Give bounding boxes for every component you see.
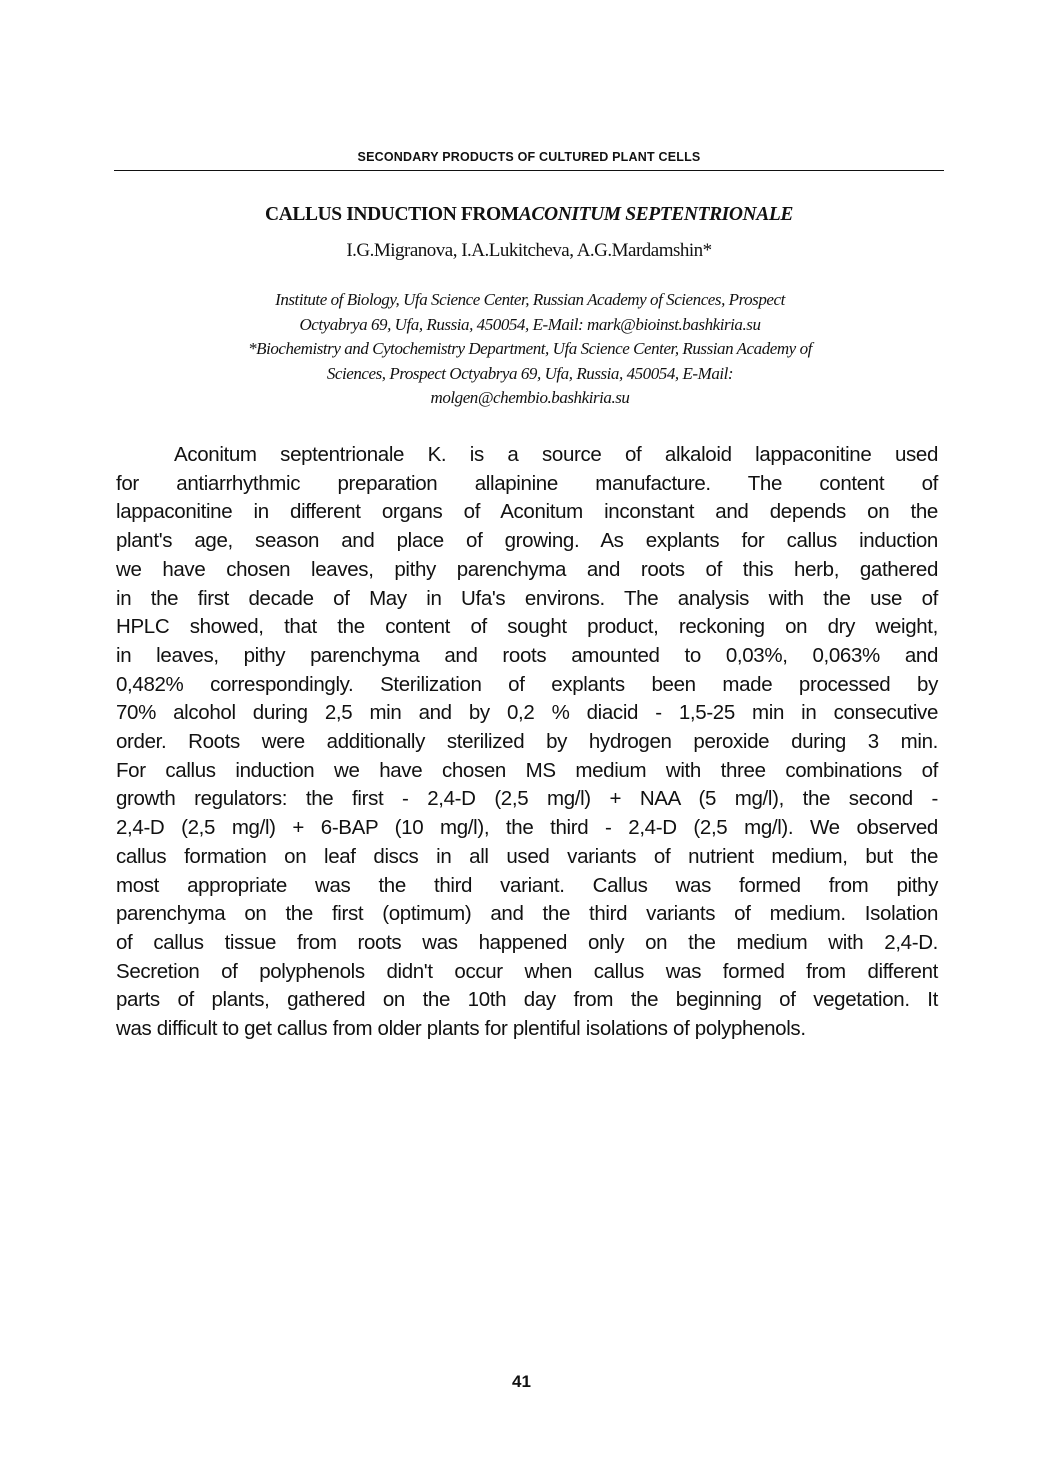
running-header: SECONDARY PRODUCTS OF CULTURED PLANT CELLS (357, 150, 701, 164)
abstract-line: HPLC showed, that the content of sought product, reckoning on dry weight, (116, 615, 938, 639)
abstract-line: plant's age, season and place of growing. As explants for callus induction (116, 529, 938, 553)
abstract-line: lappaconitine in different organs of Aconitum inconstant and depends on the (116, 500, 938, 524)
abstract-line: we have chosen leaves, pithy parenchyma and roots of this herb, gathered (116, 557, 938, 581)
abstract-line: in the first decade of May in Ufa's environs. The analysis with the use of (116, 586, 938, 610)
abstract-line: parenchyma on the first (optimum) and the third variants of medium. Isolation (116, 902, 938, 926)
abstract-line: parts of plants, gathered on the 10th day from the beginning of vegetation. It (116, 988, 938, 1012)
abstract-line: for antiarrhythmic preparation allapinine manufacture. The content of (116, 471, 938, 495)
abstract-line: Aconitum septentrionale K. is a source of alkaloid lappaconitine used (174, 443, 938, 466)
affiliation-line: Octyabrya 69, Ufa, Russia, 450054, E-Mail: mark@bioinst.bashkiria.su (299, 314, 761, 334)
abstract-body (116, 441, 938, 1044)
header-rule (114, 170, 944, 171)
abstract-line: callus formation on leaf discs in all used variants of nutrient medium, but the (116, 844, 938, 868)
page-number: 41 (512, 1372, 531, 1391)
title-species: ACONITUM SEPTENTRIONALE (518, 204, 793, 225)
paper-title (114, 204, 944, 226)
abstract-line: 0,482% correspondingly. Sterilization of explants been made processed by (116, 672, 938, 696)
title-prefix: CALLUS INDUCTION FROM (265, 204, 519, 225)
abstract-line: was difficult to get callus from older plants for plentiful isolations of polyphenols. (116, 1017, 806, 1041)
abstract-line: in leaves, pithy parenchyma and roots amounted to 0,03%, 0,063% and (116, 643, 938, 667)
abstract-line: growth regulators: the first - 2,4-D (2,5 mg/l) + NAA (5 mg/l), the second - (116, 787, 938, 811)
abstract-line: Secretion of polyphenols didn't occur when callus was formed from different (116, 959, 938, 983)
authors: I.G.Migranova, I.A.Lukitcheva, A.G.Mardamshin* (346, 240, 712, 261)
abstract-line: of callus tissue from roots was happened only on the medium with 2,4-D. (116, 930, 938, 954)
affiliation-line: *Biochemistry and Cytochemistry Department, Ufa Science Center, Russian Academy of (248, 339, 812, 358)
affiliation-line: Sciences, Prospect Octyabrya 69, Ufa, Russia, 450054, E-Mail: (326, 363, 734, 383)
abstract-line: 70% alcohol during 2,5 min and by 0,2 % diacid - 1,5-25 min in consecutive (116, 701, 938, 725)
affiliation-line: Institute of Biology, Ufa Science Center, Russian Academy of Sciences, Prospect (275, 290, 785, 309)
abstract-line: For callus induction we have chosen MS medium with three combinations of (116, 758, 938, 782)
abstract-line: 2,4-D (2,5 mg/l) + 6-BAP (10 mg/l), the third - 2,4-D (2,5 mg/l). We observed (116, 816, 938, 840)
affiliation-line: molgen@chembio.bashkiria.su (430, 388, 630, 407)
abstract-line: order. Roots were additionally sterilized by hydrogen peroxide during 3 min. (116, 730, 938, 754)
affiliation (110, 288, 950, 411)
abstract-line: most appropriate was the third variant. Callus was formed from pithy (116, 873, 938, 897)
